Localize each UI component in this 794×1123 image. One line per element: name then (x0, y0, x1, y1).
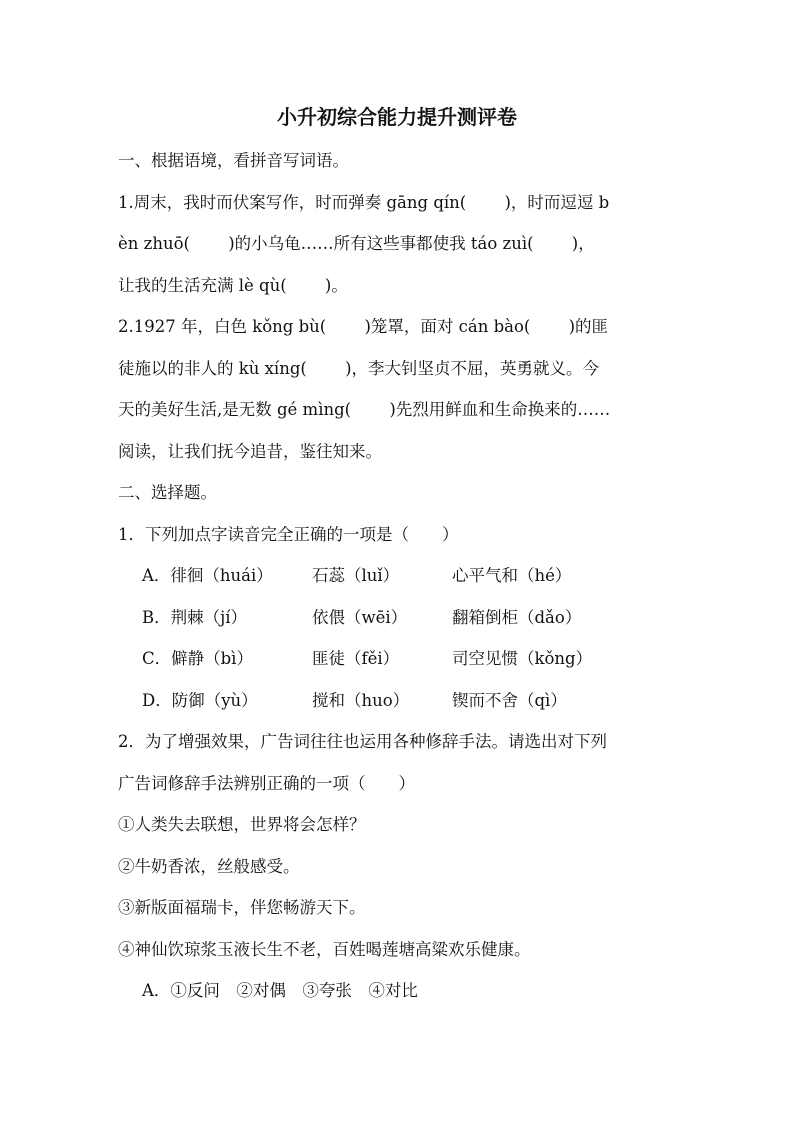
option-cell: A．徘徊（huái） (142, 566, 273, 585)
ad-slogan-item: ②牛奶香浓，丝般感受。 (118, 856, 300, 876)
answer-option-b (118, 597, 688, 639)
option-cell: 翻箱倒柜（dǎo） (452, 607, 582, 627)
answer-option-c (118, 638, 688, 680)
option-cell: 司空见惯（kǒng） (452, 649, 593, 668)
option-cell: 依偎（wēi） (312, 607, 408, 627)
paragraph-line: 徒施以的非人的 kù xíng( )，李大钊坚贞不屈，英勇就义。今 (118, 358, 600, 378)
exam-content (118, 140, 688, 1012)
ad-slogan-item: ③新版面福瑞卡，伴您畅游天下。 (118, 898, 366, 917)
paragraph-line: 2.1927 年，白色 kǒng bù( )笼罩，面对 cán bào( )的匪 (118, 317, 609, 336)
paragraph-line: 让我的生活充满 lè qù( )。 (118, 275, 348, 295)
option-cell: 心平气和（hé） (452, 566, 572, 585)
section-heading: 一、根据语境，看拼音写词语。 (118, 151, 349, 170)
paragraph-line: 1.周末，我时而伏案写作，时而弹奏 gāng qín( )，时而逗逗 b (118, 192, 610, 212)
answer-option-a: A．①反问 ②对偶 ③夸张 ④对比 (142, 981, 418, 1000)
question-stem: 1．下列加点字读音完全正确的一项是（ ） (118, 524, 459, 544)
option-cell: 锲而不舍（qì） (452, 690, 567, 710)
question-stem: 广告词修辞手法辨别正确的一项（ ） (118, 773, 415, 793)
exam-title: 小升初综合能力提升测评卷 (277, 105, 517, 129)
question-stem: 2．为了增强效果，广告词往往也运用各种修辞手法。请选出对下列 (118, 732, 607, 751)
ad-slogan-item: ④神仙饮琼浆玉液长生不老，百姓喝莲塘高粱欢乐健康。 (118, 939, 531, 959)
paragraph-line: èn zhuō( )的小乌龟……所有这些事都使我 táo zuì( )， (118, 234, 595, 253)
ad-slogan-item: ①人类失去联想，世界将会怎样？ (118, 815, 366, 834)
section-heading: 二、选择题。 (118, 483, 217, 502)
option-cell: 匪徒（fěi） (312, 649, 400, 668)
paragraph-line: 天的美好生活,是无数 gé mìng( )先烈用鲜血和生命换来的…… (118, 400, 611, 419)
option-cell: B．荆棘（jí） (142, 607, 248, 627)
option-cell: 搅和（huo） (312, 690, 410, 710)
option-cell: 石蕊（luǐ） (312, 566, 400, 585)
answer-option-d (118, 680, 688, 722)
answer-option-a (118, 555, 688, 597)
option-cell: D．防御（yù） (142, 690, 258, 710)
option-cell: C．僻静（bì） (142, 649, 253, 668)
paragraph-line: 阅读，让我们抚今追昔，鉴往知来。 (118, 441, 382, 461)
